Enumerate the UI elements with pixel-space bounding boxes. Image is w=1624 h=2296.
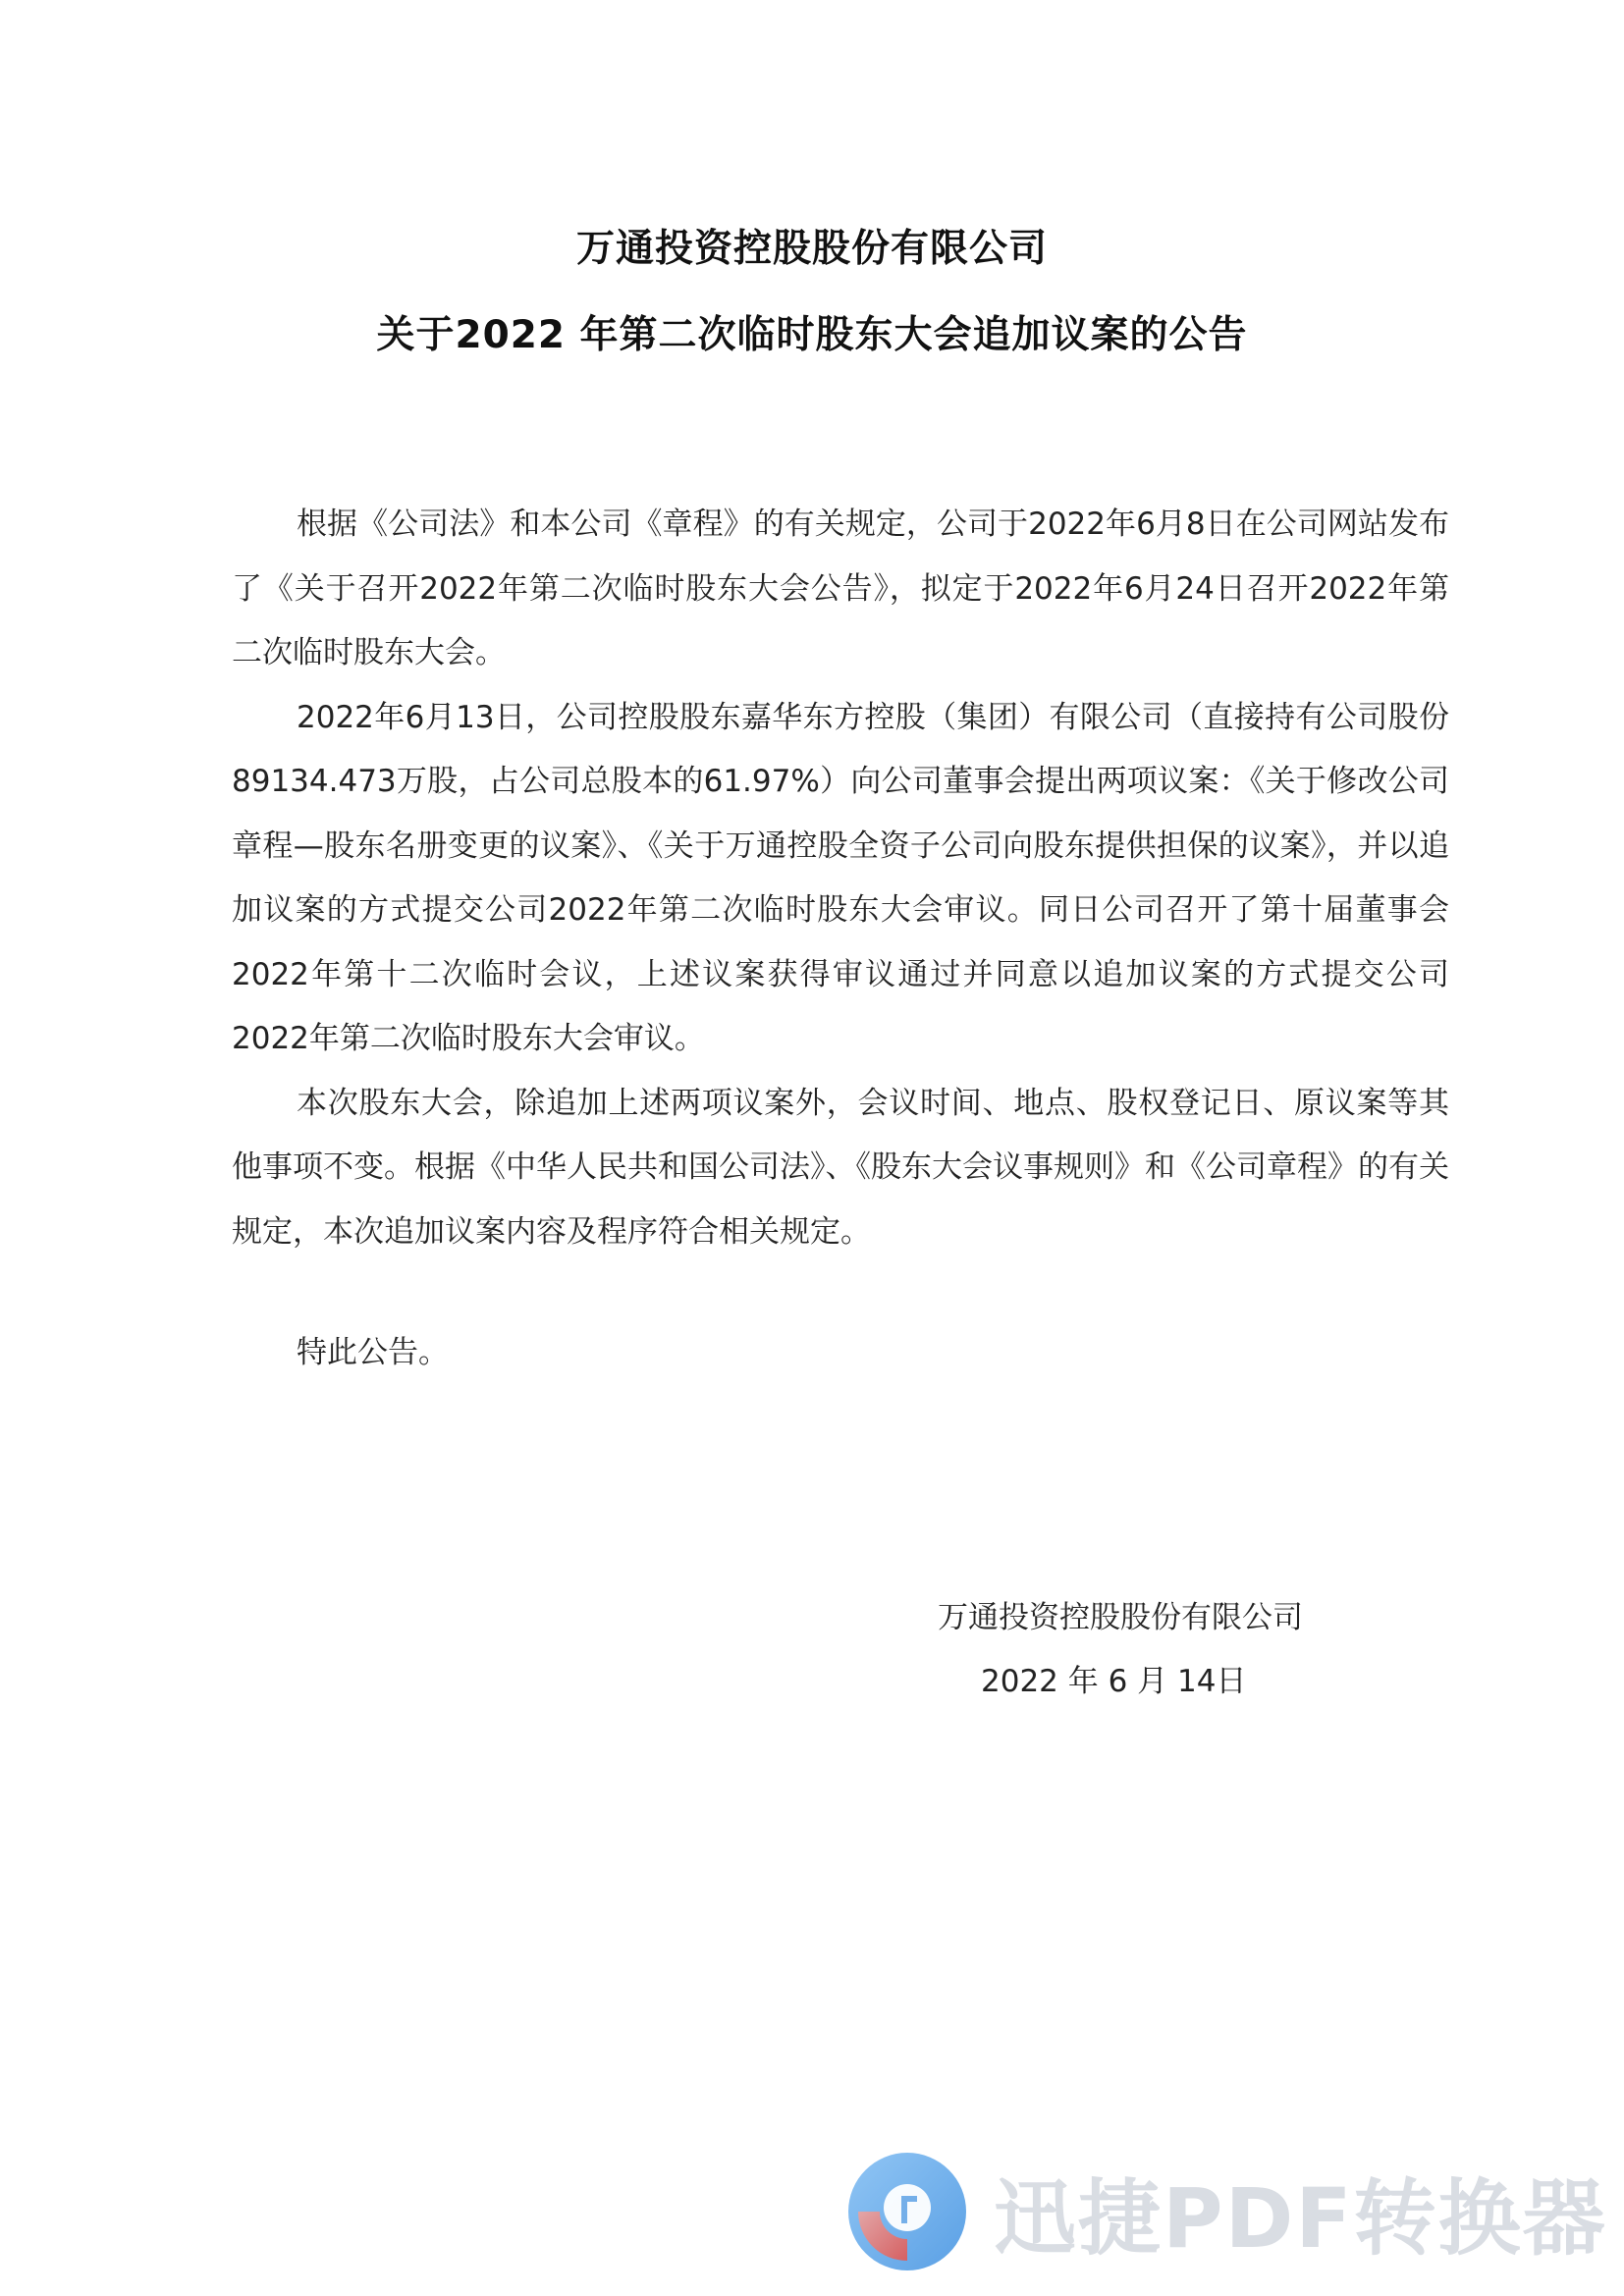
body-paragraph: 本次股东大会，除追加上述两项议案外，会议时间、地点、股权登记日、原议案等其他事项不变。根据《中华人民共和国公司法》、《股东大会议事规则》和《公司章程》的有关规定，本次追加议案内容及程序符合相关规定。	[232, 1085, 1449, 1250]
body-paragraph: 根据《公司法》和本公司《章程》的有关规定，公司于2022年6月8日在公司网站发布了《关于召开2022年第二次临时股东大会公告》，拟定于2022年6月24日召开2022年第二次临时股东大会。	[232, 507, 1449, 670]
signature-date: 2022 年 6 月 14日	[981, 1664, 1247, 1699]
document-title-company: 万通投资控股股份有限公司	[575, 227, 1048, 271]
signature-block	[938, 1586, 1303, 1714]
signature-company: 万通投资控股股份有限公司	[938, 1600, 1303, 1635]
body-paragraph: 2022年6月13日，公司控股股东嘉华东方控股（集团）有限公司（直接持有公司股份89134.473万股，占公司总股本的61.97%）向公司董事会提出两项议案：《关于修改公司章程—股东名册变更的议案》、《关于万通控股全资子公司向股东提供担保的议案》，并以追加议案的方式提交公司2022年第二次临时股东大会审议。同日公司召开了第十届董事会2022年第十二次临时会议，上述议案获得审议通过并同意以追加议案的方式提交公司2022年第二次临时股东大会审议。	[232, 699, 1449, 1056]
watermark-text: 迅捷PDF转换器	[994, 2169, 1607, 2267]
document-body	[232, 493, 1449, 1264]
xunjie-logo-icon	[844, 2149, 970, 2274]
closing-remark: 特此公告。	[297, 1335, 449, 1370]
watermark	[844, 2148, 1607, 2275]
document-title-subject: 关于2022 年第二次临时股东大会追加议案的公告	[376, 313, 1248, 357]
